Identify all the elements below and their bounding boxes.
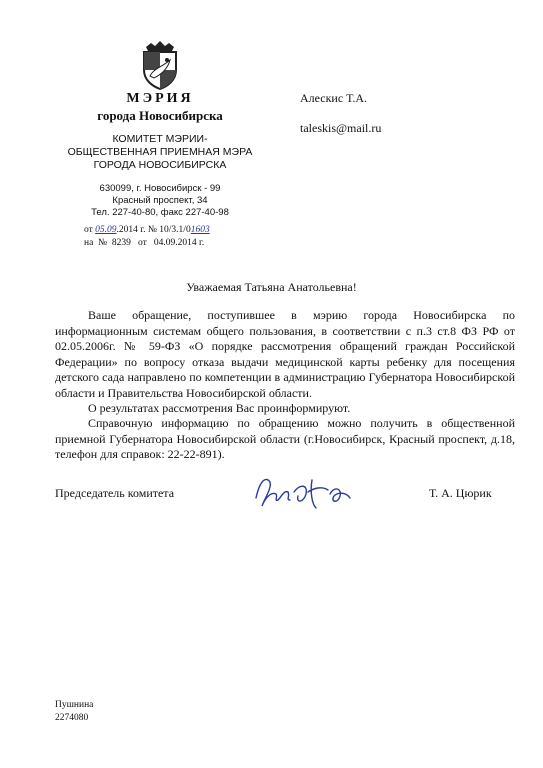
handwritten-signature [250, 470, 370, 512]
address-line-2: Красный проспект, 34 [112, 195, 208, 206]
signatory-name: Т. А. Цюрик [429, 486, 492, 500]
committee-line-3: ГОРОДА НОВОСИБИРСКА [93, 159, 227, 171]
salutation: Уважаемая Татьяна Анатольевна! [186, 280, 357, 294]
ref-number-handwritten: 1603 [190, 225, 210, 235]
incoming-reference: на № 8239 от 04.09.2014 г. [84, 238, 205, 248]
executor-name: Пушнина [55, 700, 94, 710]
org-city: города Новосибирска [97, 108, 223, 123]
ref-year: .2014 г. № [116, 225, 157, 235]
address-line-1: 630099, г. Новосибирск - 99 [99, 183, 221, 194]
executor-phone: 2274080 [55, 713, 89, 723]
ref-date-handwritten: 05.09 [95, 225, 117, 235]
ref-number: 10/3.1/0 [159, 225, 191, 235]
org-title: МЭРИЯ [126, 91, 194, 106]
body-paragraph-1: Ваше обращение, поступившее в мэрию города Новосибирска по информационным системам общего пользования, в соответствии с п.3 ст.8 ФЗ РФ от 02.05.2006г. № 59-ФЗ «О порядке рассмотрения обращений граждан Российской Федерации» по вопросу отказа выдачи медицинской карты ребенку для посещения детского сада направлено по компетенции в администрацию Губернатора Новосибирской области и Правительства Новосибирской области. [55, 308, 515, 400]
address-line-3: Тел. 227-40-80, факс 227-40-98 [91, 207, 229, 218]
committee-line-2: ОБЩЕСТВЕННАЯ ПРИЕМНАЯ МЭРА [67, 146, 253, 158]
signatory-title: Председатель комитета [55, 486, 175, 500]
recipient-email: taleskis@mail.ru [300, 121, 382, 135]
outgoing-reference [84, 225, 210, 235]
body-paragraph-3: Справочную информацию по обращению можно получить в общественной приемной Губернатора Новосибирской области (г.Новосибирск, Красный проспект, д.18, телефон для справок: 22-22-891). [55, 416, 515, 461]
committee-line-1: КОМИТЕТ МЭРИИ- [112, 133, 208, 145]
ref-from: от [84, 225, 93, 235]
recipient-name: Алескис Т.А. [300, 91, 367, 105]
body-paragraph-2: О результатах рассмотрения Вас проинформируют. [88, 401, 351, 415]
coat-of-arms-icon [138, 40, 182, 90]
